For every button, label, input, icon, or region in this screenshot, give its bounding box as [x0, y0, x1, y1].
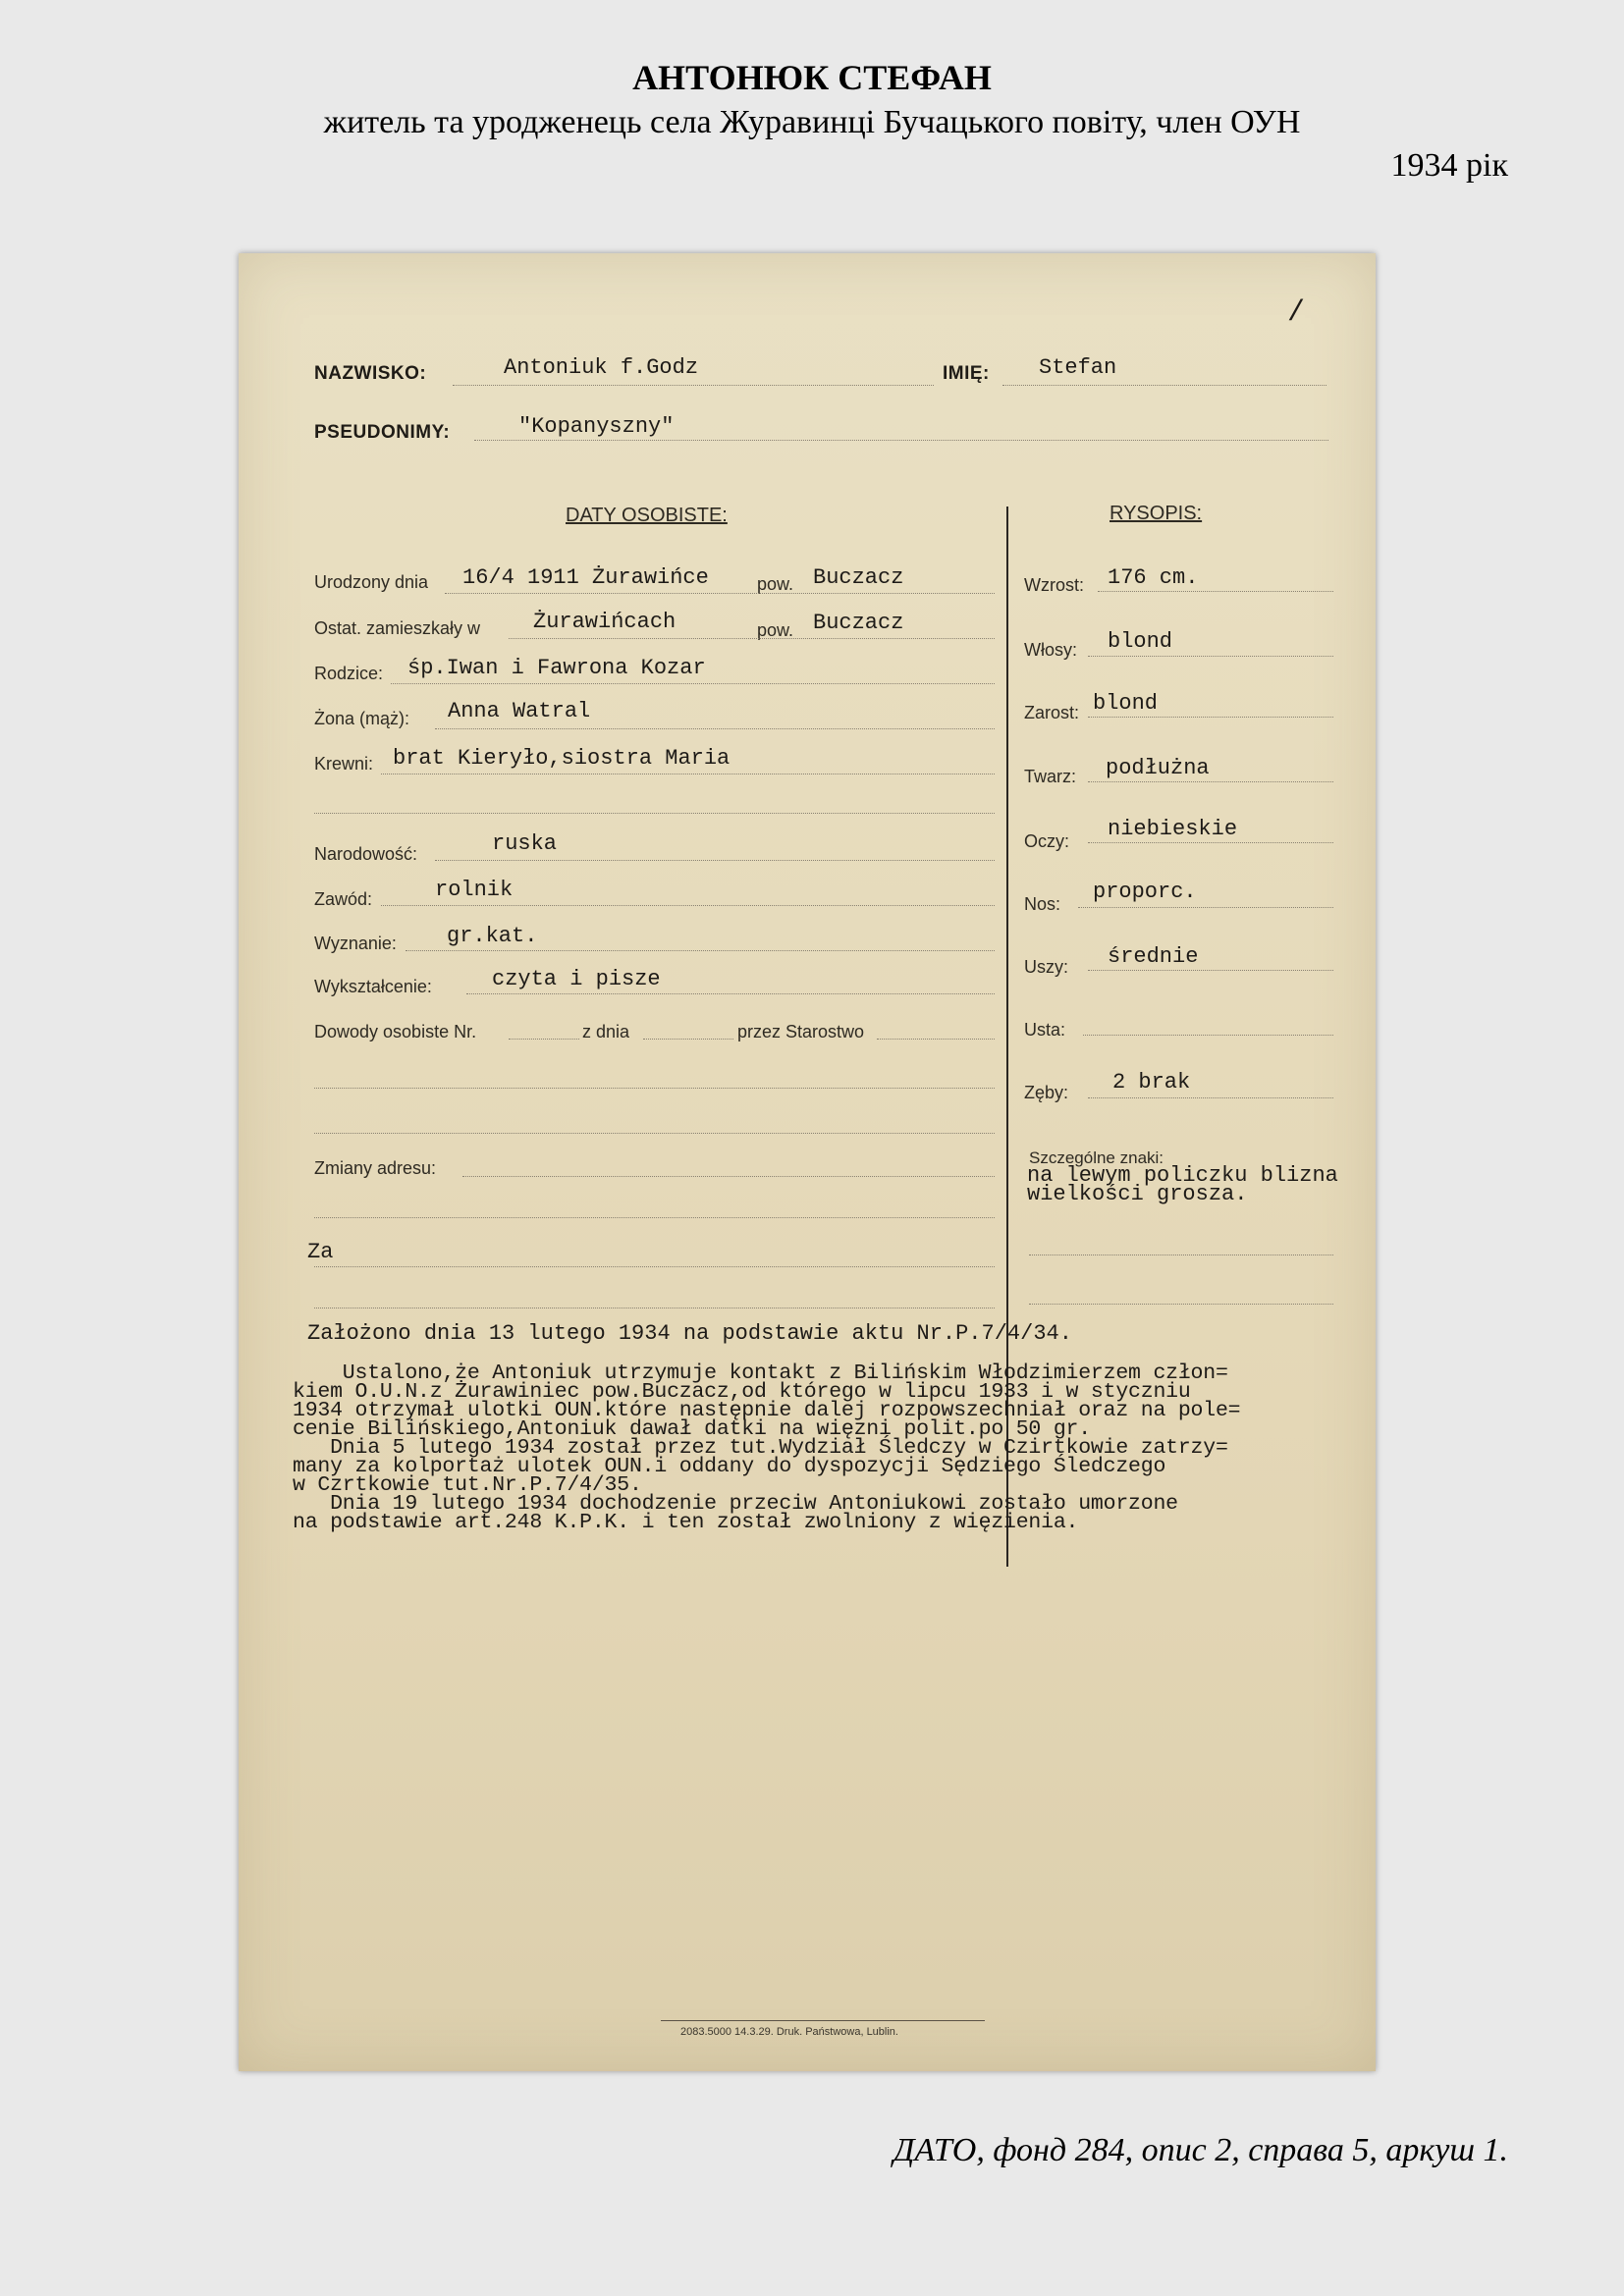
zarost-label: Zarost: — [1024, 703, 1080, 722]
wzrost-label: Wzrost: — [1024, 575, 1084, 595]
rodzice-line — [391, 683, 995, 684]
za-value: Za — [307, 1240, 334, 1264]
urodzony-line — [445, 593, 995, 594]
starostwo-line — [877, 1039, 995, 1040]
narrative-line: Dnia 19 lutego 1934 dochodzenie przeciw Antoniukowi zostało umorzone — [293, 1492, 1178, 1516]
nazwisko-line — [453, 385, 934, 386]
print-rule — [661, 2020, 985, 2021]
zeby-line — [1088, 1097, 1333, 1098]
uszy-value: średnie — [1108, 944, 1199, 969]
wlosy-value: blond — [1108, 629, 1173, 654]
scanned-registration-card — [239, 253, 1376, 2071]
uszy-label: Uszy: — [1024, 957, 1068, 977]
dowody-line — [509, 1039, 579, 1040]
imie-label: IMIĘ: — [943, 363, 990, 384]
nazwisko-label: NAZWISKO: — [314, 363, 427, 384]
zalozono-note: Założono dnia 13 lutego 1934 na podstawie aktu Nr.P.7/4/34. — [307, 1321, 1072, 1346]
twarz-value: podłużna — [1106, 756, 1210, 780]
starostwo-label: przez Starostwo — [737, 1022, 865, 1041]
zona-label: Żona (mąż): — [314, 709, 410, 728]
oczy-line — [1088, 842, 1333, 843]
znaki-line-4 — [1029, 1304, 1333, 1305]
pseudonimy-line — [474, 440, 1328, 441]
wyznanie-line — [406, 950, 995, 951]
printer-imprint: 2083.5000 14.3.29. Druk. Państwowa, Lublin. — [680, 2026, 898, 2038]
zmiany-adresu-label: Zmiany adresu: — [314, 1158, 437, 1178]
zawod-line — [381, 905, 995, 906]
wyznanie-value: gr.kat. — [447, 924, 538, 948]
nazwisko-value: Antoniuk f.Godz — [504, 355, 699, 380]
zamieszkaly-value: Żurawińcach — [533, 610, 677, 634]
wzrost-line — [1098, 591, 1333, 592]
corner-mark: / — [1287, 296, 1306, 330]
narrative-line: na podstawie art.248 K.P.K. i ten został zwolniony z więzienia. — [293, 1511, 1079, 1534]
szczegolne-znaki-line-1: na lewym policzku blizna — [1027, 1163, 1338, 1188]
zona-value: Anna Watral — [448, 699, 591, 723]
zawod-value: rolnik — [435, 878, 514, 902]
zarost-line — [1088, 717, 1333, 718]
page-subtitle: житель та уродженець села Журавинці Бучацького повіту, член ОУН — [323, 104, 1301, 140]
uszy-line — [1088, 970, 1333, 971]
zamieszkaly-label: Ostat. zamieszkały w — [314, 618, 481, 638]
narrative-line: 1934 otrzymał ulotki OUN.które następnie dalej rozpowszechniał oraz na pole= — [293, 1399, 1241, 1422]
narrative-line: cenie Bilińskiego,Antoniuk dawał datki na więzni polit.po 50 gr. — [293, 1417, 1091, 1441]
wyznanie-label: Wyznanie: — [314, 934, 397, 953]
z-dnia-label: z dnia — [582, 1022, 630, 1041]
zmiany-line — [462, 1176, 995, 1177]
rysopis-heading: RYSOPIS: — [1110, 503, 1203, 524]
nos-line — [1078, 907, 1333, 908]
zarost-value: blond — [1093, 691, 1159, 716]
narrative-line: Dnia 5 lutego 1934 został przez tut.Wydział Śledczy w Czirtkowie zatrzy= — [293, 1436, 1228, 1460]
rodzice-label: Rodzice: — [314, 664, 384, 683]
wyksztalcenie-label: Wykształcenie: — [314, 977, 432, 996]
imie-line — [1002, 385, 1326, 386]
narrative-line: Ustalono,że Antoniuk utrzymuje kontakt z Bilińskim Włodzimierzem człon= — [293, 1362, 1228, 1385]
nos-value: proporc. — [1093, 880, 1197, 904]
krewni-line-2 — [314, 813, 995, 814]
narodowosc-line — [435, 860, 995, 861]
zawod-label: Zawód: — [314, 889, 373, 909]
wyksztalcenie-value: czyta i pisze — [492, 967, 661, 991]
twarz-label: Twarz: — [1024, 767, 1077, 786]
zamieszkaly-pow-label: pow. — [757, 620, 794, 640]
imie-value: Stefan — [1039, 355, 1117, 380]
urodzony-label: Urodzony dnia — [314, 572, 429, 592]
usta-line — [1083, 1035, 1333, 1036]
daty-osobiste-heading: DATY OSOBISTE: — [566, 505, 728, 526]
blank-line-3 — [314, 1217, 995, 1218]
narodowosc-value: ruska — [492, 831, 558, 856]
narodowosc-label: Narodowość: — [314, 844, 418, 864]
wlosy-label: Włosy: — [1024, 640, 1077, 660]
zeby-value: 2 brak — [1112, 1070, 1191, 1095]
szczegolne-znaki-line-2: wielkości grosza. — [1027, 1182, 1248, 1206]
oczy-label: Oczy: — [1024, 831, 1070, 851]
nos-label: Nos: — [1024, 894, 1061, 914]
pseudonimy-label: PSEUDONIMY: — [314, 422, 451, 443]
dowody-label: Dowody osobiste Nr. — [314, 1022, 477, 1041]
rodzice-value: śp.Iwan i Fawrona Kozar — [407, 656, 706, 680]
zamieszkaly-line — [509, 638, 995, 639]
usta-label: Usta: — [1024, 1020, 1066, 1040]
oczy-value: niebieskie — [1108, 817, 1238, 841]
wlosy-line — [1088, 656, 1333, 657]
pseudonimy-value: "Kopanyszny" — [518, 414, 675, 439]
z-dnia-line — [643, 1039, 733, 1040]
wzrost-value: 176 cm. — [1108, 565, 1199, 590]
narrative-line: many za kolportaż ulotek OUN.i oddany do dyspozycji Sędziego Śledczego — [293, 1455, 1166, 1478]
zeby-label: Zęby: — [1024, 1083, 1069, 1102]
krewni-value: brat Kieryło,siostra Maria — [393, 746, 731, 771]
narrative-block — [293, 1364, 1240, 1532]
narrative-line: w Czrtkowie tut.Nr.P.7/4/35. — [293, 1473, 642, 1497]
wyksztalcenie-line — [466, 993, 995, 994]
twarz-line — [1088, 781, 1333, 782]
blank-line-4 — [314, 1266, 995, 1267]
blank-line-1 — [314, 1088, 995, 1089]
archival-reference: ДАТО, фонд 284, опис 2, справа 5, аркуш 1. — [893, 2132, 1508, 2168]
urodzony-pow-label: pow. — [757, 574, 794, 594]
zona-line — [435, 728, 995, 729]
krewni-label: Krewni: — [314, 754, 374, 774]
urodzony-pow-value: Buczacz — [813, 565, 904, 590]
narrative-line: kiem O.U.N.z Żurawiniec pow.Buczacz,od którego w lipcu 1933 i w styczniu — [293, 1380, 1191, 1404]
urodzony-value: 16/4 1911 Żurawińce — [462, 565, 709, 590]
zamieszkaly-pow-value: Buczacz — [813, 611, 904, 635]
blank-line-2 — [314, 1133, 995, 1134]
page-title: АНТОНЮК СТЕФАН — [632, 58, 992, 97]
szczegolne-znaki-label: Szczególne znaki: — [1029, 1148, 1164, 1167]
page-year: 1934 рік — [1390, 147, 1508, 184]
